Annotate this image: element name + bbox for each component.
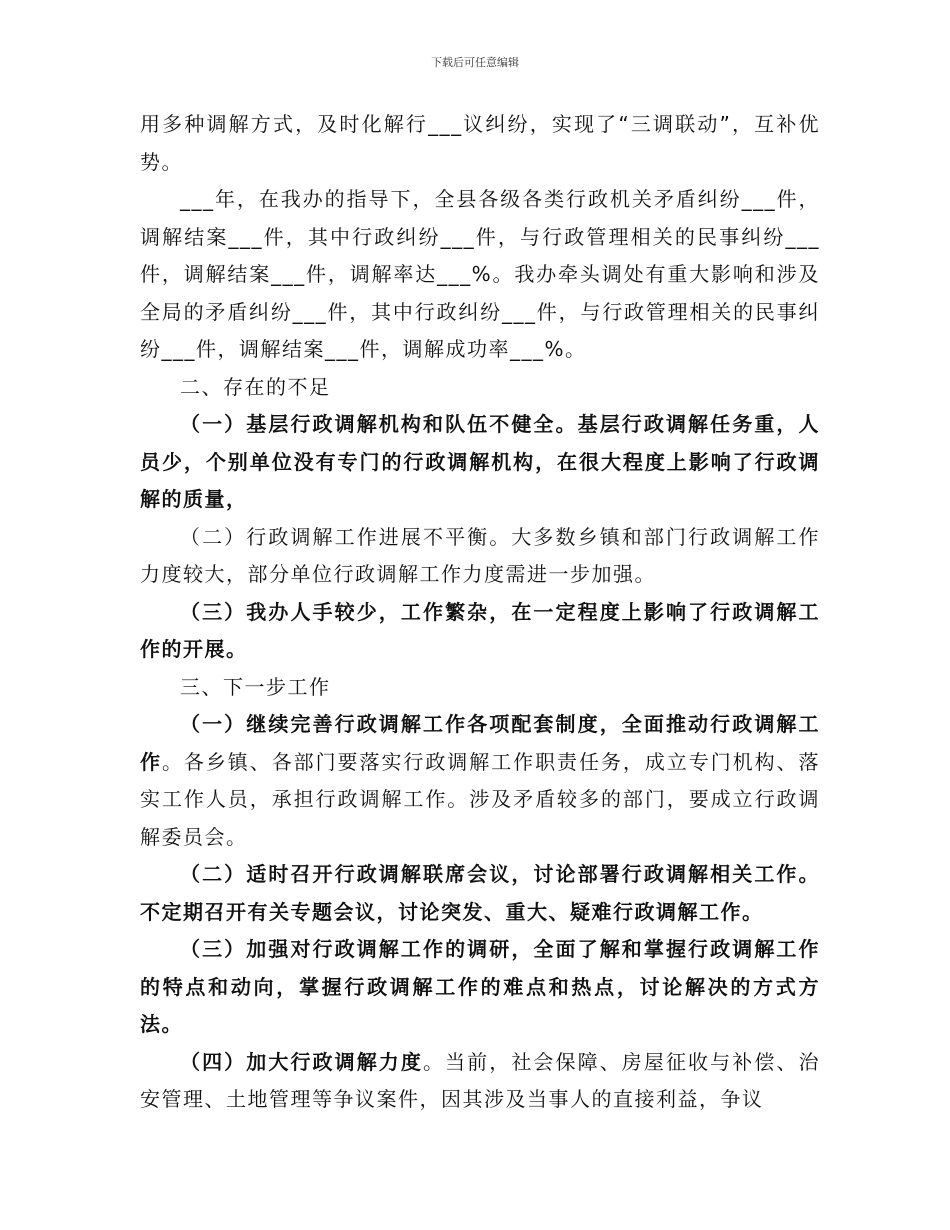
paragraph-next-step-2: （二）适时召开行政调解联席会议，讨论部署行政调解相关工作。不定期召开有关专题会议，讨论突发、重大、疑难行政调解工作。	[140, 862, 820, 924]
next-step-1-body: 。各乡镇、各部门要落实行政调解工作职责任务，成立专门机构、落实工作人员，承担行政调解工作。涉及矛盾较多的部门，要成立行政调解委员会。	[140, 749, 821, 849]
paragraph-next-step-4	[140, 1044, 820, 1119]
paragraph-continuation: 用多种调解方式，及时化解行___议纠纷，实现了“三调联动”，互补优势。	[140, 112, 820, 174]
paragraph-shortcoming-1: （一）基层行政调解机构和队伍不健全。基层行政调解任务重，人员少，个别单位没有专门的行政调解机构，在很大程度上影响了行政调解的质量，	[140, 412, 820, 511]
paragraph-next-step-3: （三）加强对行政调解工作的调研，全面了解和掌握行政调解工作的特点和动向，掌握行政调解工作的难点和热点，讨论解决的方式方法。	[140, 937, 820, 1036]
page-header: 下载后可任意编辑	[431, 56, 519, 69]
document-body	[140, 106, 820, 1119]
paragraph-shortcoming-3: （三）我办人手较少，工作繁杂，在一定程度上影响了行政调解工作的开展。	[140, 599, 820, 661]
next-step-4-lead: （四）加大行政调解力度	[180, 1049, 423, 1074]
paragraph-shortcoming-2: （二）行政调解工作进展不平衡。大多数乡镇和部门行政调解工作力度较大，部分单位行政调解工作力度需进一步加强。	[140, 524, 820, 586]
section-heading-shortcomings: 二、存在的不足	[180, 374, 331, 399]
next-step-1-lead: （一）继续完善行政调解工作各项配套制度，全面推动行政调解工作	[140, 712, 820, 774]
next-step-4-body: 。当前，社会保障、房屋征收与补偿、治安管理、土地管理等争议案件，因其涉及当事人的直接利益，争议	[140, 1049, 821, 1111]
paragraph-statistics: ___年，在我办的指导下，全县各级各类行政机关矛盾纠纷___件，调解结案___件，其中行政纠纷___件，与行政管理相关的民事纠纷___件，调解结案___件，调解率达___%。我办牵头调处有重大影响和涉及全局的矛盾纠纷___件，其中行政纠纷___件，与行政管理相关的民事纠纷___件，调解结案___件，调解成功率___%。	[140, 187, 820, 361]
paragraph-next-step-1	[140, 706, 820, 856]
section-heading-next-steps: 三、下一步工作	[180, 674, 331, 699]
